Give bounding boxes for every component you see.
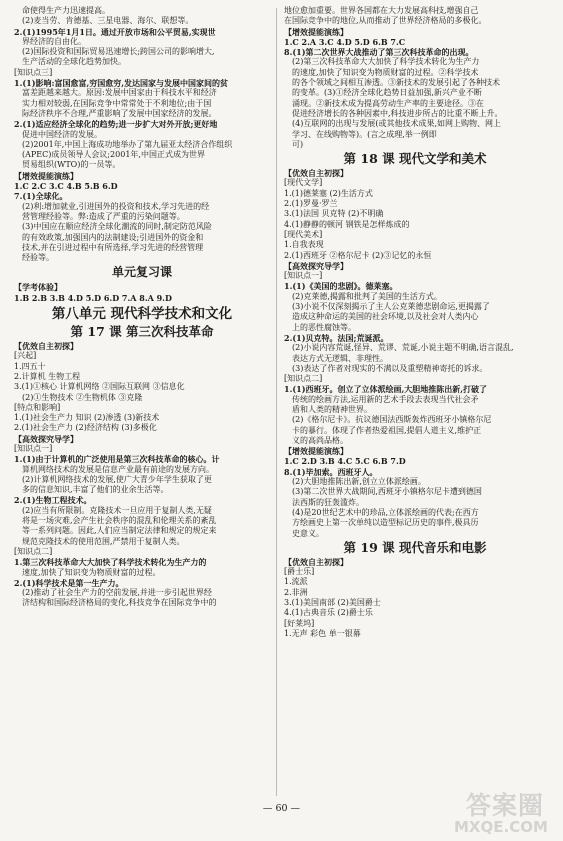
- text-line: (2)计算机网络技术的发展,使广大青少年学生获取了更: [22, 474, 212, 484]
- text-line: 4.(1)古典音乐 (2)爵士乐: [284, 608, 373, 618]
- text-line: 3.(1)①核心 计算机网络 ②国际互联网 ③信息化: [14, 382, 185, 392]
- text-line: 贸易组织(WTO)的一员等。: [22, 160, 121, 170]
- text-line: 涌现。②新技术成为提高劳动生产率的主要途径。③在: [292, 98, 484, 108]
- text-line: (APEC)成员领导人会议;2001年,中国正式成为世界: [22, 150, 205, 160]
- text-line: (2)麦当劳、肯德基、三星电器、海尔、联想等。: [22, 16, 194, 26]
- text-line: [爵士乐]: [284, 567, 315, 577]
- text-line: 法西斯的狂轰滥炸。: [292, 497, 364, 507]
- text-line: 【优效自主初探】: [14, 341, 78, 352]
- text-line: 8.(1)第二次世界大战推动了第三次科技革命的出现。: [284, 47, 474, 58]
- text-line: 1.流派: [284, 577, 308, 587]
- text-line: 上的恶性腐蚀等。: [292, 322, 356, 332]
- text-line: (2)①生物技术 ②生物机体 ③克隆: [22, 392, 143, 402]
- text-line: 4.(1)静静的顿河 钢铁是怎样炼成的: [284, 219, 410, 229]
- text-line: 1.(1)西班牙。创立了立体派绘画,大胆地推陈出新,打破了: [284, 384, 488, 395]
- text-line: 1.(1)德莱塞 (2)生活方式: [284, 188, 373, 198]
- text-line: 生产活动的全球化趋势加快。: [22, 57, 126, 67]
- text-line: [兴起]: [14, 351, 37, 361]
- text-line: 2.(1)贝克特。法国;荒诞派。: [284, 332, 389, 343]
- text-line: 2.(1)社会生产力 (2)经济结构 (3)多极化: [14, 423, 157, 433]
- text-line: 1.无声 彩色 单一银幕: [284, 628, 361, 638]
- text-line: (2)推动了社会生产力的空前发展,并进一步引起世界经: [22, 588, 212, 598]
- text-line: 【高效探究导学】: [284, 260, 348, 271]
- text-line: [现代美术]: [284, 229, 323, 239]
- text-line: 造成这种命运的美国的社会环境,以及社会对人类内心: [292, 312, 479, 322]
- unit-title: 第八单元 现代科学技术和文化: [51, 306, 233, 323]
- text-line: 的有效政策,加强国内的法制建设;引进国外的资金和: [22, 232, 204, 242]
- text-line: 在国际竞争中的地位,从而推动了世界经济格局的多极化。: [284, 16, 487, 26]
- text-line: 促进经济增长的各种因素中,科技进步所占的比重不断上升。: [292, 108, 503, 118]
- text-line: (4)互联网的出现与发展(或其他技术成果,如网上购物、网上: [292, 119, 501, 129]
- text-line: 7.(1)全球化。: [14, 191, 68, 202]
- text-line: [知识点二]: [14, 546, 53, 556]
- text-line: 1.自我表现: [284, 240, 324, 250]
- text-line: 3.(1)法国 贝克特 (2)不明确: [284, 209, 384, 219]
- text-line: 等一系列问题。因此,人们应当制定法律和规定的规定来: [22, 526, 217, 536]
- text-line: (2)大胆地推陈出新,创立立体派绘画。: [292, 477, 426, 487]
- text-line: 1.第三次科技革命大大加快了科学技术转化为生产力的: [14, 557, 207, 568]
- lesson-title: 第 18 课 现代文学和美术: [343, 151, 487, 167]
- lesson-title: 第 17 课 第三次科技革命: [70, 324, 214, 340]
- text-line: [知识点一]: [284, 271, 323, 281]
- watermark-sub-text: MXQE.COM: [454, 818, 548, 836]
- text-line: 多的信息知识,丰富了他们的业余生活等。: [22, 485, 169, 495]
- text-line: 的变革。(3)①经济全球化趋势日益加强,新兴产业不断: [292, 88, 482, 98]
- watermark-main-text: 答案圈: [466, 791, 545, 820]
- text-line: 2.(1)西班牙 ②格尔尼卡 (2)③记忆的永恒: [284, 250, 432, 260]
- text-line: 传统的绘画方法,运用新的艺术手段去表现当代社会矛: [292, 394, 479, 404]
- text-line: 1.C 2.A 3.C 4.D 5.D 6.B 7.C: [284, 36, 406, 47]
- text-line: [知识点二]: [284, 374, 323, 384]
- text-line: 史意义。: [292, 528, 324, 538]
- text-line: 1.(1)《美国的悲剧》。德莱塞。: [284, 281, 398, 292]
- text-line: 1.(1)由于计算机的广泛使用是第三次科技革命的核心。计: [14, 454, 220, 465]
- text-line: (2)2001年,中国上海成功地举办了第九届亚太经济合作组织: [22, 139, 233, 149]
- text-line: 命使得生产力迅速提高。: [22, 6, 110, 15]
- text-line: (4)是20世纪艺术中的珍品,立体派绘画的代表;在西方: [292, 507, 479, 517]
- text-line: [特点和影响]: [14, 402, 61, 412]
- text-line: 算机网络技术的发展是信息产业最有前途的发展方向。: [22, 464, 214, 474]
- text-line: [现代文学]: [284, 178, 323, 188]
- text-line: (2)《格尔尼卡》。抗议德国法西斯轰炸西班牙小镇格尔尼: [292, 415, 492, 425]
- text-line: 学习、在线购物等)。(言之成理,举一例即: [292, 129, 437, 139]
- text-line: (2)克莱德,揭露和批判了美国的生活方式。: [292, 291, 442, 301]
- text-line: 【增效提能演练】: [284, 446, 348, 457]
- text-line: (2)利:增加就业,引进国外的投资和技术,学习先进的经: [22, 201, 210, 211]
- text-line: [知识点三]: [14, 67, 53, 77]
- page-number: — 60 —: [262, 803, 301, 814]
- text-line: 速度,加快了知识变为物质财富的过程。: [22, 567, 161, 577]
- lesson-title: 第 19 课 现代音乐和电影: [343, 539, 487, 555]
- left-column: [14, 6, 270, 609]
- text-line: 2.(1)罗曼·罗兰: [284, 199, 338, 209]
- text-line: 际经济秩序不合理,严重影响了发展中国家经济的发展。: [22, 108, 217, 118]
- text-line: (3)小说不仅深刻揭示了主人公克莱德悲剧命运,更揭露了: [292, 302, 490, 312]
- text-line: 将是一场灾难,会产生社会秩序的混乱和伦理关系的紊乱: [22, 516, 217, 526]
- text-line: (3)中国应在顺应经济全球化潮流的同时,制定防范风险: [22, 222, 212, 232]
- text-line: 【高效探究导学】: [14, 433, 78, 444]
- text-line: 1.C 2.C 3.C 4.B 5.B 6.D: [14, 181, 118, 192]
- text-line: 经验等。: [22, 253, 54, 263]
- text-line: (2)小说内容荒诞,怪异、荒谬、荒诞,小说主题不明确,语言混乱,: [292, 343, 514, 353]
- text-line: (3)第二次世界大战期间,西班牙小镇格尔尼卡遭到德国: [292, 487, 482, 497]
- text-line: 地位愈加重要。世界各国都在大力发展高科技,增强自己: [284, 6, 479, 15]
- text-line: 1.(1)影响:富国愈富,穷国愈穷,发达国家与发展中国家间的贫: [14, 78, 229, 89]
- text-line: 【优效自主初探】: [284, 168, 348, 179]
- text-line: 促进中国经济的发展。: [22, 129, 102, 139]
- text-line: 2.计算机 生物工程: [14, 371, 81, 381]
- right-column: [284, 6, 546, 639]
- text-line: 义的高尚品格。: [292, 435, 348, 445]
- text-line: 2.(1)1995年1月1日。通过开放市场和公平贸易,实现世: [14, 26, 216, 37]
- column-divider: [276, 8, 277, 796]
- text-line: 的速度,加快了知识变为物质财富的过程。②科学技术: [292, 67, 479, 77]
- text-line: 2.非洲: [284, 587, 308, 597]
- text-line: 2.(1)科学技术是第一生产力。: [14, 577, 124, 588]
- text-line: (2)国际投资和国际贸易迅速增长;跨国公司的影响增大,: [22, 47, 215, 57]
- text-line: 【优效自主初探】: [284, 556, 348, 567]
- text-line: 盾和人类的精神世界。: [292, 404, 372, 414]
- text-line: 营管理经验等。弊:造成了严重的污染问题等。: [22, 211, 185, 221]
- text-line: 界经济的自由化。: [22, 36, 86, 46]
- text-line: 的各个领域之间相互渗透。③新技术的发展引起了各种技术: [292, 78, 500, 88]
- text-line: 2.(1)生物工程技术。: [14, 495, 92, 506]
- text-line: 1.B 2.B 3.B 4.D 5.D 6.D 7.A 8.A 9.D: [14, 292, 172, 303]
- text-line: 8.(1)毕加索。西班牙人。: [284, 466, 378, 477]
- text-line: 1.(1)社会生产力 知识 (2)渗透 (3)新技术: [14, 413, 160, 423]
- text-line: 1.C 2.D 3.B 4.C 5.C 6.B 7.D: [284, 456, 406, 467]
- text-line: 【增效提能演练】: [14, 170, 78, 181]
- section-title: 单元复习课: [111, 265, 172, 280]
- text-line: 2.(1)适应经济全球化的趋势;进一步扩大对外开放;更好地: [14, 119, 218, 130]
- watermark-logo: [452, 786, 556, 838]
- text-line: (3)表达了作者对现实的不满以及重塑精神寄托的诉求。: [292, 363, 488, 373]
- text-line: [好莱坞]: [284, 618, 315, 628]
- text-line: [知识点一]: [14, 443, 53, 453]
- text-line: 规范克隆技术的使用范围,严禁用于复制人类。: [22, 536, 185, 546]
- text-line: 1.四五十: [14, 361, 46, 371]
- text-line: 卡的暴行。体现了作者热爱祖国,提倡人道主义,维护正: [292, 425, 482, 435]
- text-line: 实力相对较弱,在国际竞争中常常处于不利地位;由于国: [22, 98, 212, 108]
- text-line: 【学考体验】: [14, 282, 62, 293]
- text-line: 表达方式无逻辑、非理性。: [292, 353, 388, 363]
- text-line: (2)应当有所限制。克隆技术一旦应用于复制人类,无疑: [22, 505, 212, 515]
- text-line: 【增效提能演练】: [284, 26, 348, 37]
- text-line: (2)第三次科技革命大大加快了科学技术转化为生产力: [292, 57, 480, 67]
- text-line: 技术,并在引进过程中有所选择,学习先进的经营管理: [22, 242, 204, 252]
- text-line: 富差距越来越大。原因:发展中国家由于科技水平和经济: [22, 88, 217, 98]
- text-line: 可): [292, 139, 304, 149]
- text-line: 3.(1)美国南部 (2)美国爵士: [284, 598, 381, 608]
- text-line: 济结构和国际经济格局的变化,科技竞争在国际竞争中的: [22, 598, 217, 608]
- text-line: 方绘画史上第一次单纯以造型标记历史的事件,极具历: [292, 518, 479, 528]
